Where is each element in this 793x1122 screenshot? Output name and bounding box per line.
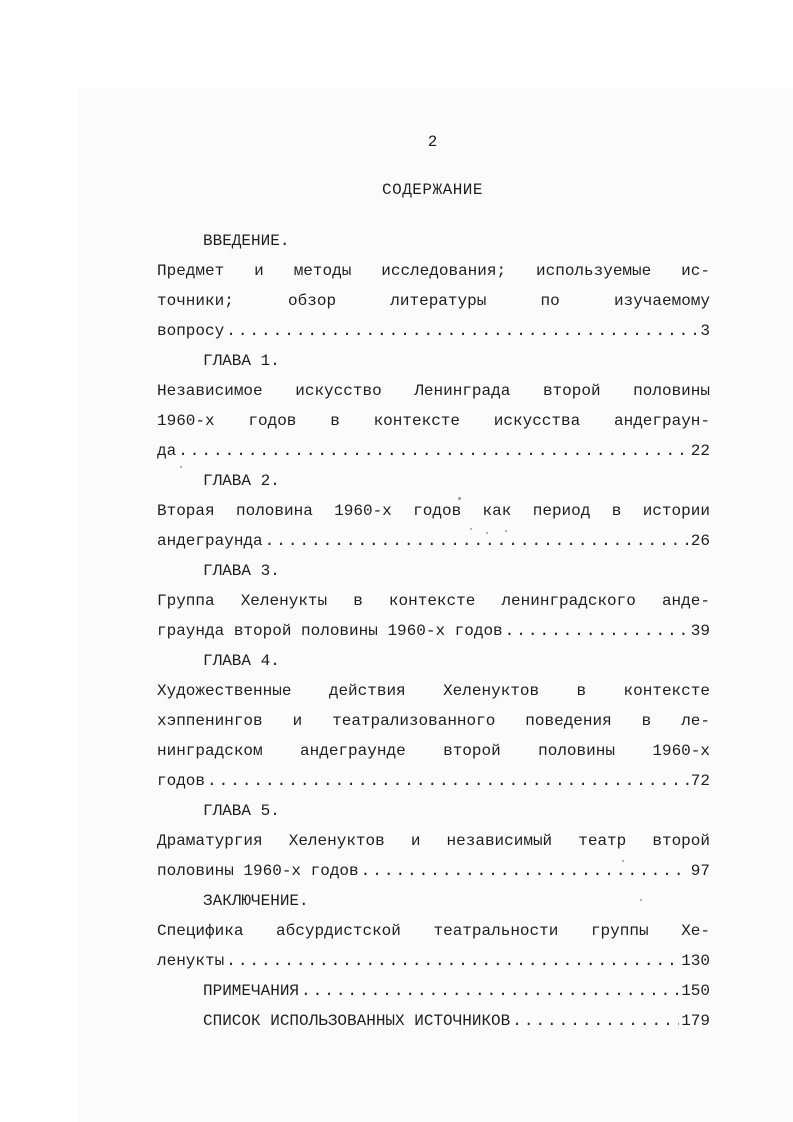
page-title: СОДЕРЖАНИЕ <box>381 181 483 199</box>
word: Группа <box>157 592 215 610</box>
word: театральности <box>433 922 559 940</box>
toc-entry-text: половины 1960-х годов <box>157 862 359 880</box>
scan-speck <box>622 860 624 862</box>
dot-leader <box>265 526 689 556</box>
word: в <box>330 412 340 430</box>
toc-page-number: 22 <box>690 442 710 460</box>
word: андеграунде <box>300 742 406 760</box>
scan-speck <box>640 899 642 901</box>
dot-leader <box>361 856 689 886</box>
toc-intro-line2 <box>157 286 710 316</box>
word: Художественные <box>157 682 292 700</box>
word: методы <box>293 262 352 280</box>
page-number: 2 <box>427 133 438 151</box>
word: контексте <box>373 412 460 430</box>
toc-entry-text: ленукты <box>157 952 225 970</box>
word: годов <box>413 502 462 520</box>
dot-leader <box>226 316 700 346</box>
toc-entry-notes <box>157 976 710 1006</box>
word: и <box>410 832 421 850</box>
word: второй <box>443 742 501 760</box>
word: второй <box>652 832 710 850</box>
toc-entry-text: ПРИМЕЧАНИЯ <box>203 982 300 1000</box>
word: в <box>353 592 363 610</box>
word: хэппенингов <box>157 712 263 730</box>
word: Хе- <box>681 922 710 940</box>
toc-ch4-line2 <box>157 706 710 736</box>
toc-page-number: 97 <box>690 862 710 880</box>
toc-entry-chapter-1 <box>157 436 710 466</box>
word: 1960-х <box>157 412 215 430</box>
word: изучаемому <box>613 292 710 310</box>
toc-page-number: 72 <box>690 772 710 790</box>
word: действия <box>328 682 406 700</box>
toc-entry-text: граунда второй половины 1960-х годов <box>157 622 503 640</box>
word: истории <box>642 502 710 520</box>
dot-leader <box>505 616 689 646</box>
word: исследования; <box>381 262 507 280</box>
word: Вторая <box>157 502 215 520</box>
toc-heading-chapter-4: ГЛАВА 4. <box>203 652 280 670</box>
toc-intro-line1 <box>157 256 710 286</box>
dot-leader <box>207 766 689 796</box>
scan-speck <box>458 497 461 500</box>
word: годов <box>248 412 297 430</box>
word: ле- <box>681 712 710 730</box>
dot-leader <box>226 946 679 976</box>
word: искусства <box>493 412 581 430</box>
toc-heading-chapter-1: ГЛАВА 1. <box>203 352 280 370</box>
toc-heading-conclusion: ЗАКЛЮЧЕНИЕ. <box>203 892 309 910</box>
dot-leader <box>512 1006 679 1036</box>
toc-entry-text: да <box>157 442 177 460</box>
toc-heading-chapter-2: ГЛАВА 2. <box>203 472 280 490</box>
word: Специфика <box>157 922 244 940</box>
toc-ch4-line1 <box>157 676 710 706</box>
word: период <box>532 502 591 520</box>
toc-entry-chapter-4 <box>157 766 710 796</box>
toc-ch1-line2 <box>157 406 710 436</box>
scan-speck <box>505 530 507 532</box>
word: половины <box>633 382 710 400</box>
word: Хеленуктов <box>443 682 540 700</box>
toc-entry-intro <box>157 316 710 346</box>
dot-leader <box>301 976 679 1006</box>
word: половина <box>235 502 313 520</box>
toc-entry-sources <box>157 1006 710 1036</box>
word: ис- <box>681 262 710 280</box>
table-of-contents <box>157 226 710 1036</box>
toc-heading-intro: ВВЕДЕНИЕ. <box>203 232 290 250</box>
word: Независимое <box>157 382 263 400</box>
word: точники; <box>157 292 234 310</box>
word: второй <box>542 382 601 400</box>
word: обзор <box>288 292 337 310</box>
toc-page-number: 3 <box>700 322 710 340</box>
word: 1960-х <box>334 502 392 520</box>
toc-entry-conclusion <box>157 946 710 976</box>
word: абсурдистской <box>276 922 401 940</box>
word: литературы <box>390 292 487 310</box>
word: группы <box>590 922 649 940</box>
word: в <box>641 712 652 730</box>
word: андеграун- <box>613 412 710 430</box>
toc-heading-chapter-3: ГЛАВА 3. <box>203 562 280 580</box>
toc-heading-chapter-5: ГЛАВА 5. <box>203 802 280 820</box>
word: и <box>292 712 303 730</box>
word: в <box>576 682 587 700</box>
toc-ch2-line1 <box>157 496 710 526</box>
word: в <box>611 502 622 520</box>
dot-leader <box>178 436 689 466</box>
toc-conclusion-line1 <box>157 916 710 946</box>
toc-page-number: 150 <box>681 982 710 1000</box>
word: поведения <box>525 712 612 730</box>
word: Драматургия <box>157 832 263 850</box>
word: используемые <box>536 262 652 280</box>
word: Хеленуктов <box>288 832 385 850</box>
word: как <box>482 502 512 520</box>
word: контексте <box>388 592 476 610</box>
toc-page-number: 26 <box>690 532 710 550</box>
word: Ленинграда <box>414 382 511 400</box>
toc-entry-text: СПИСОК ИСПОЛЬЗОВАННЫХ ИСТОЧНИКОВ <box>203 1012 511 1030</box>
word: искусство <box>295 382 382 400</box>
word: ленинградского <box>501 592 636 610</box>
scan-speck <box>180 466 182 468</box>
scan-speck <box>470 528 472 530</box>
scan-speck <box>486 532 488 534</box>
toc-page-number: 130 <box>681 952 710 970</box>
toc-ch5-line1 <box>157 826 710 856</box>
toc-entry-text: годов <box>157 772 206 790</box>
word: театрализованного <box>332 712 496 730</box>
toc-entry-text: вопросу <box>157 322 225 340</box>
word: половины <box>538 742 615 760</box>
word: 1960-х <box>652 742 710 760</box>
toc-page-number: 39 <box>690 622 710 640</box>
toc-entry-chapter-2 <box>157 526 710 556</box>
toc-entry-chapter-3 <box>157 616 710 646</box>
toc-ch3-line1 <box>157 586 710 616</box>
toc-page-number: 179 <box>681 1012 710 1030</box>
word: контексте <box>623 682 710 700</box>
word: по <box>540 292 560 310</box>
word: театр <box>578 832 627 850</box>
word: Предмет <box>157 262 225 280</box>
toc-ch1-line1 <box>157 376 710 406</box>
word: Хеленукты <box>240 592 328 610</box>
toc-entry-chapter-5 <box>157 856 710 886</box>
word: независимый <box>446 832 553 850</box>
toc-ch4-line3 <box>157 736 710 766</box>
word: нинградском <box>157 742 263 760</box>
word: и <box>254 262 264 280</box>
word: анде- <box>661 592 710 610</box>
toc-entry-text: андеграунда <box>157 532 263 550</box>
